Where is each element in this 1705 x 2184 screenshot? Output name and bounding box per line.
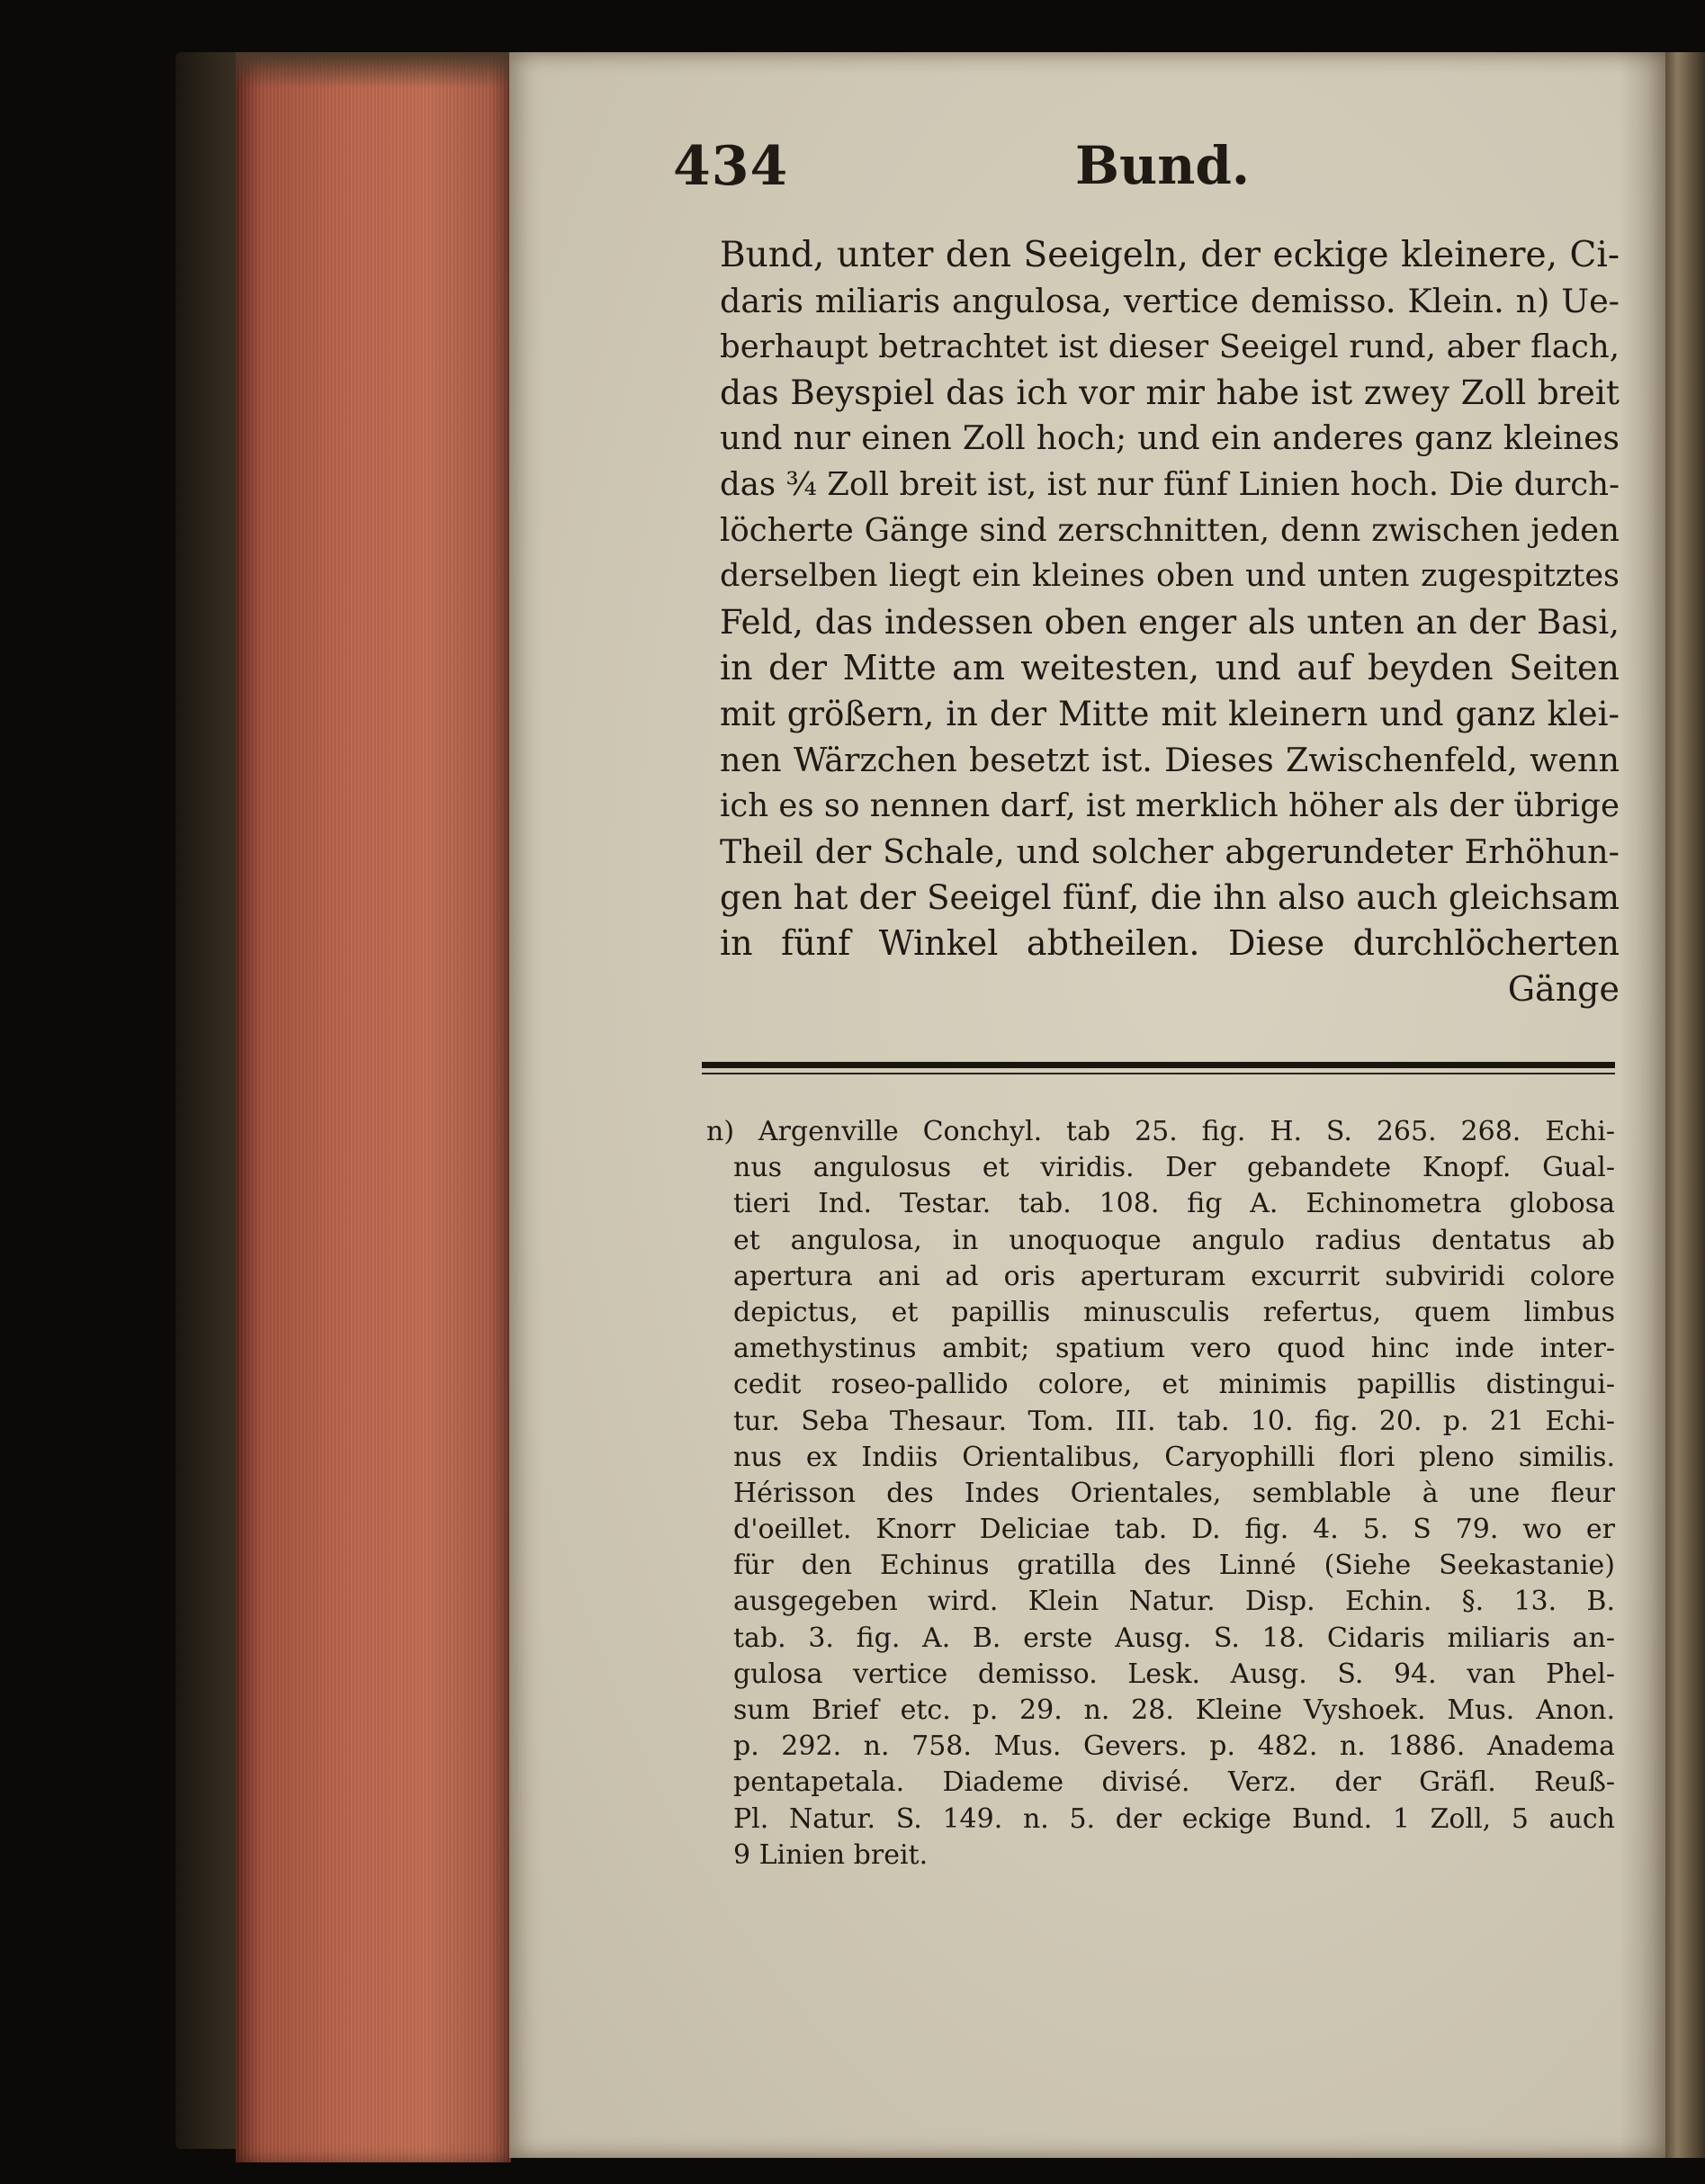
footnote	[706, 1114, 1615, 1874]
footnote-line: gulosa vertice demisso. Lesk. Ausg. S. 94. van Phel-	[733, 1658, 1615, 1690]
body-line: in der Mitte am weitesten, und auf beyden Seiten	[720, 648, 1620, 688]
footnote-rule	[702, 1062, 1615, 1068]
page-edges	[236, 52, 511, 2162]
page-edges-shadow	[236, 52, 511, 88]
body-line: und nur einen Zoll hoch; und ein anderes ganz kleines	[720, 420, 1620, 457]
body-line: berhaupt betrachtet ist dieser Seeigel rund, aber flach,	[720, 328, 1620, 365]
footnote-line: nus ex Indiis Orientalibus, Caryophilli flori pleno similis.	[733, 1441, 1615, 1473]
body-line: löcherte Gänge sind zerschnitten, denn zwischen jeden	[720, 512, 1620, 549]
footnote-line: amethystinus ambit; spatium vero quod hinc inde inter-	[733, 1333, 1615, 1365]
footnote-line: Hérisson des Indes Orientales, semblable à une fleur	[733, 1477, 1615, 1509]
body-line: Bund, unter den Seeigeln, der eckige kleinere, Ci-	[720, 235, 1620, 275]
footnote-line: et angulosa, in unoquoque angulo radius dentatus ab	[733, 1224, 1615, 1256]
footnote-line: tur. Seba Thesaur. Tom. III. tab. 10. fig. 20. p. 21 Echi-	[733, 1405, 1615, 1437]
footnote-rule-thin	[702, 1073, 1615, 1074]
footnote-line: pentapetala. Diademe divisé. Verz. der Gräfl. Reuß-	[733, 1766, 1615, 1799]
book-cover-left	[175, 52, 243, 2149]
footnote-line: Pl. Natur. S. 149. n. 5. der eckige Bund. 1 Zoll, 5 auch	[733, 1802, 1615, 1835]
body-line: das ¾ Zoll breit ist, ist nur fünf Linien hoch. Die durch-	[720, 466, 1620, 503]
footnote-line: für den Echinus gratilla des Linné (Siehe Seekastanie)	[733, 1550, 1615, 1582]
footnote-line: tab. 3. fig. A. B. erste Ausg. S. 18. Cidaris miliaris an-	[733, 1622, 1615, 1654]
body-line: derselben liegt ein kleines oben und unten zugespitztes	[720, 558, 1620, 594]
page-number: 434	[673, 135, 789, 198]
body-line: Feld, das indessen oben enger als unten an der Basi,	[720, 603, 1620, 642]
body-text	[720, 232, 1620, 1012]
footnote-line: 9 Linien breit.	[733, 1838, 929, 1871]
body-line: ich es so nennen darf, ist merklich höher als der übrige	[720, 787, 1620, 824]
footnote-line: d'oeillet. Knorr Deliciae tab. D. fig. 4. 5. S 79. wo er	[733, 1514, 1615, 1546]
footnote-line: cedit roseo-pallido colore, et minimis papillis distingui-	[733, 1369, 1615, 1401]
body-line: mit größern, in der Mitte mit kleinern und ganz klei-	[720, 695, 1620, 733]
body-line: in fünf Winkel abtheilen. Diese durchlöcherten	[720, 923, 1620, 963]
body-line: das Beyspiel das ich vor mir habe ist zwey Zoll breit	[720, 373, 1620, 412]
body-line: Theil der Schale, und solcher abgerundeter Erhöhun-	[720, 832, 1620, 871]
footnote-line: sum Brief etc. p. 29. n. 28. Kleine Vyshoek. Mus. Anon.	[733, 1694, 1615, 1726]
footnote-line: depictus, et papillis minusculis refertus, quem limbus	[733, 1296, 1615, 1328]
body-line: nen Wärzchen besetzt ist. Dieses Zwischenfeld, wenn	[720, 741, 1620, 779]
footnote-line: ausgegeben wird. Klein Natur. Disp. Echin. §. 13. B.	[733, 1586, 1615, 1618]
book-cover-right	[1665, 52, 1705, 2158]
body-line: daris miliaris angulosa, vertice demisso. Klein. n) Ue-	[720, 282, 1620, 320]
footnote-line: apertura ani ad oris aperturam excurrit subviridi colore	[733, 1260, 1615, 1292]
footnote-line: p. 292. n. 758. Mus. Gevers. p. 482. n. 1886. Anadema	[733, 1730, 1615, 1763]
running-title: Bund.	[1075, 135, 1251, 196]
footnote-line: nus angulosus et viridis. Der gebandete Knopf. Gual-	[733, 1152, 1615, 1184]
body-line: gen hat der Seeigel fünf, die ihn also auch gleichsam	[720, 878, 1620, 917]
footnote-line: tieri Ind. Testar. tab. 108. fig A. Echinometra globosa	[733, 1188, 1615, 1220]
catchword: Gänge	[1507, 969, 1620, 1009]
footnote-line: n) Argenville Conchyl. tab 25. fig. H. S. 265. 268. Echi-	[706, 1116, 1615, 1147]
